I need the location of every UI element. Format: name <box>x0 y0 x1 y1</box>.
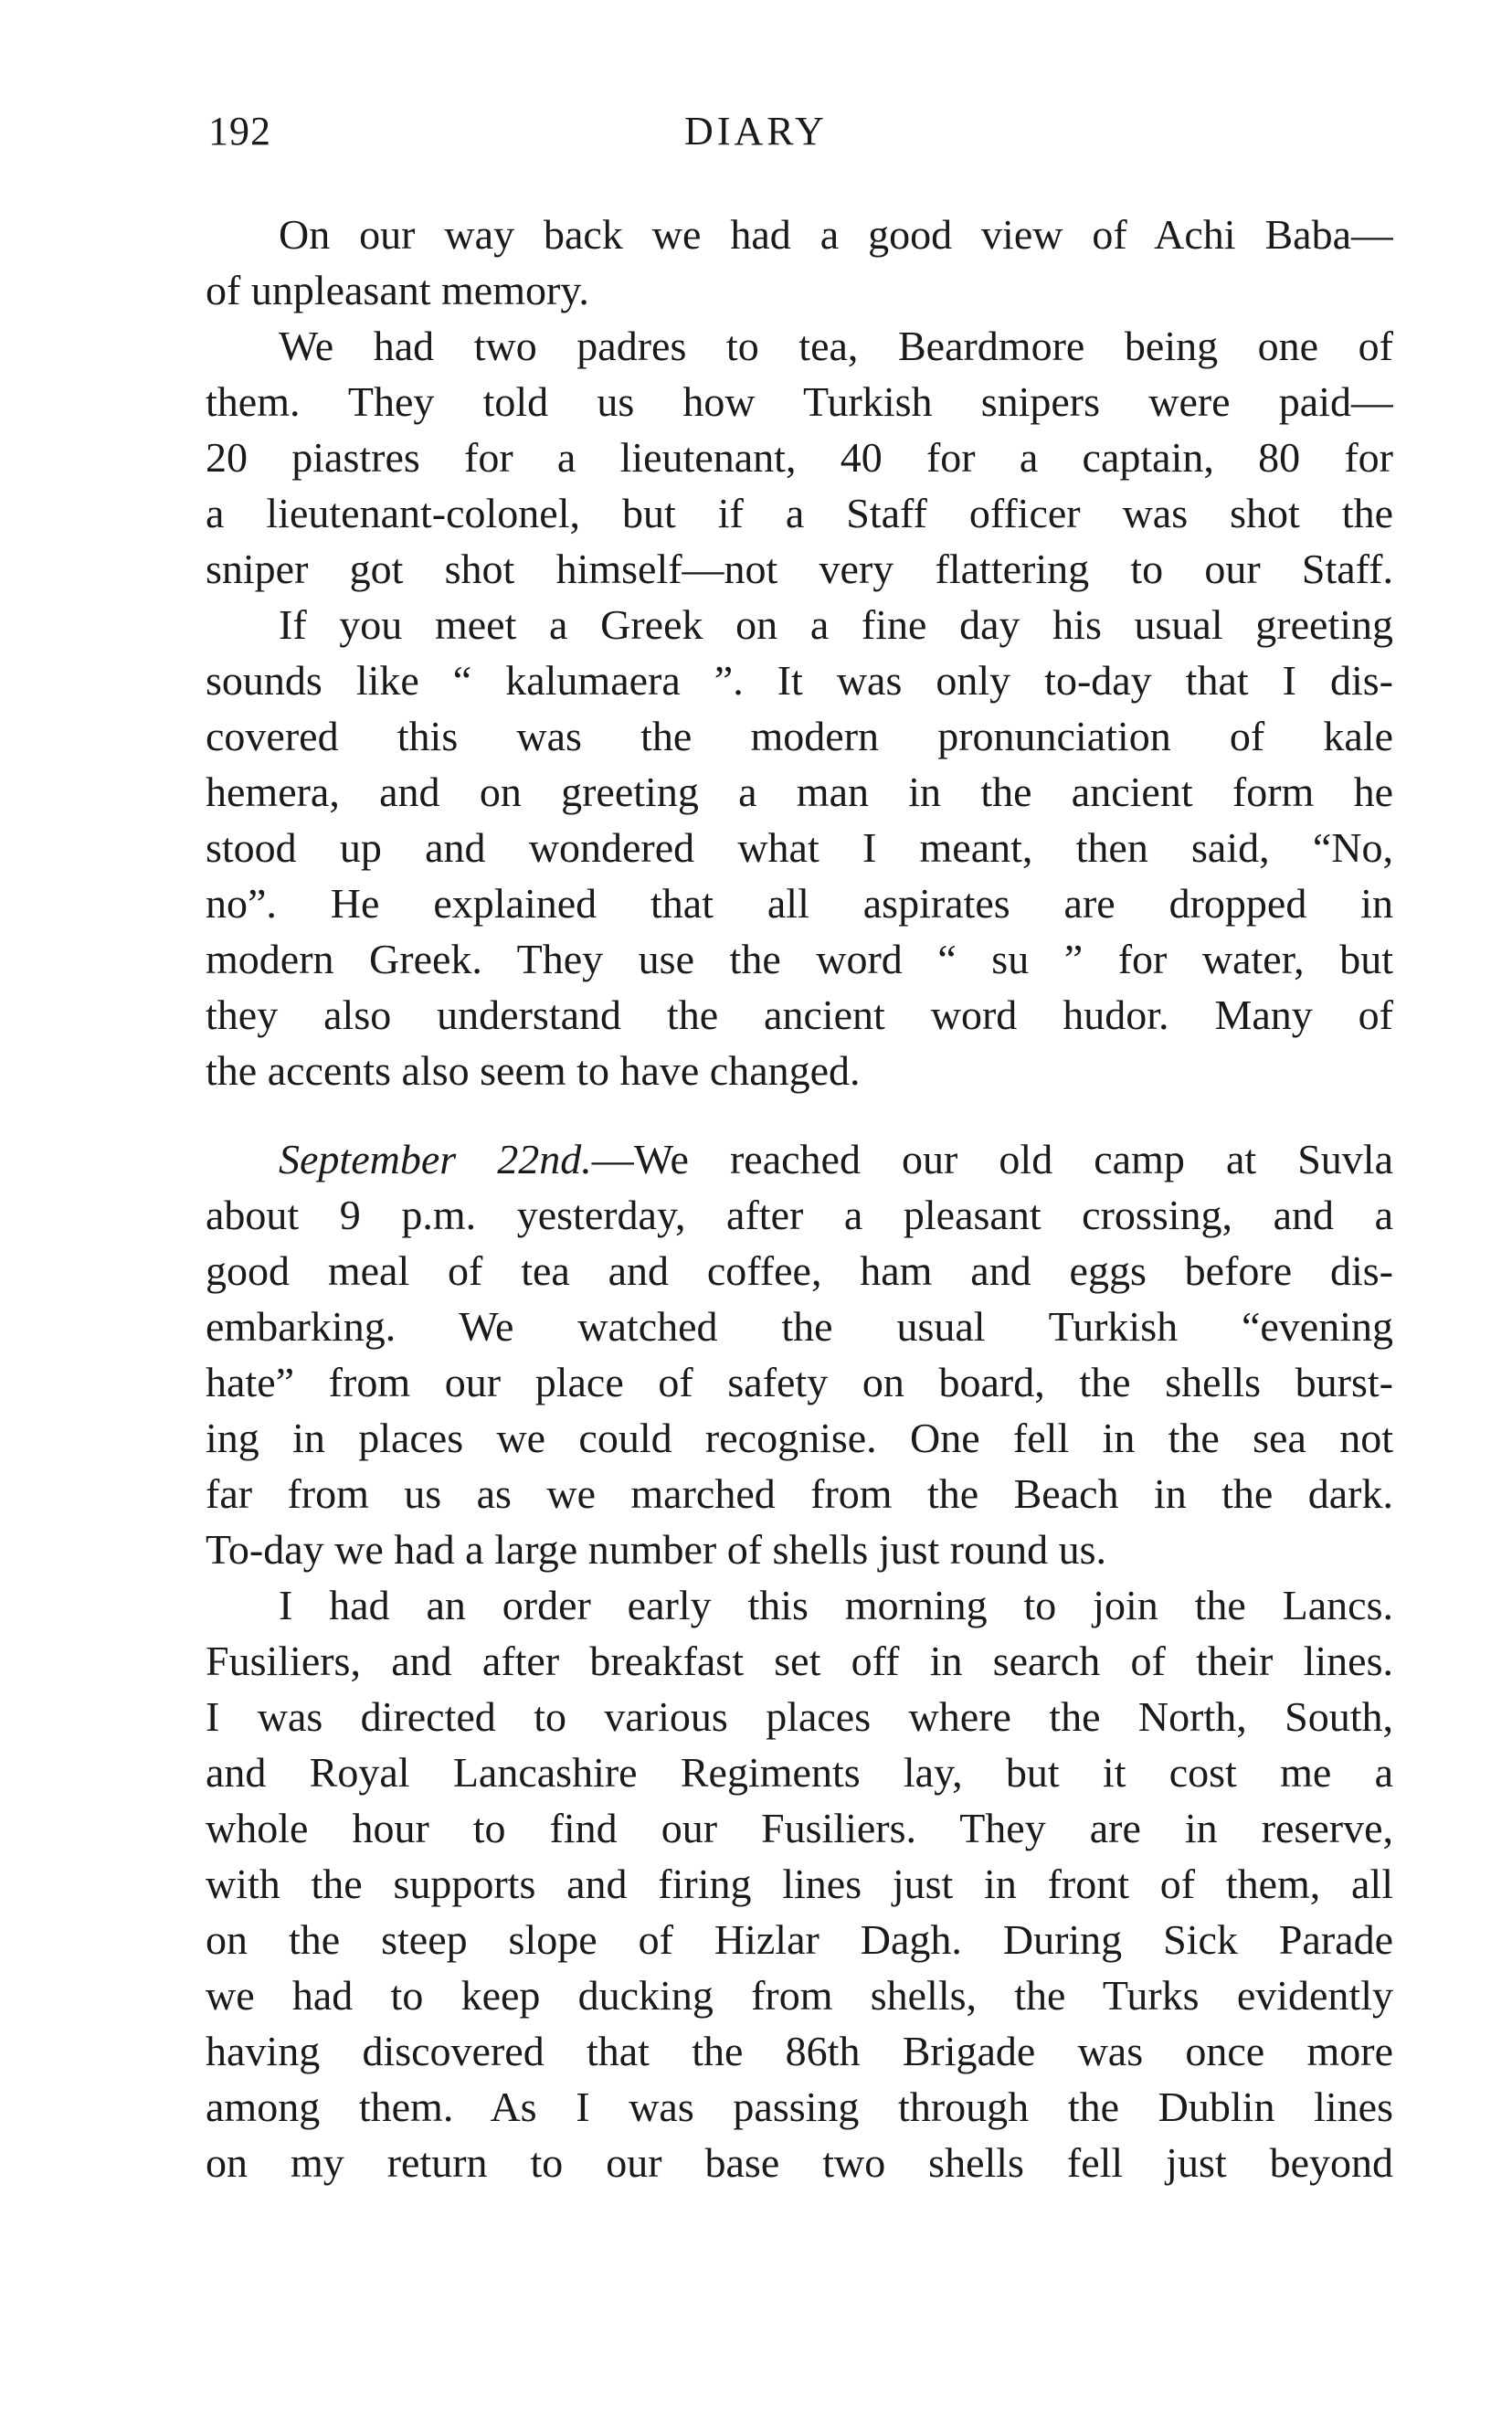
text-line: far from us as we marched from the Beach in the dark. <box>206 1470 1393 1517</box>
text-line: To-day we had a large number of shells just round us. <box>206 1526 1106 1573</box>
text-line: If you meet a Greek on a fine day his usual greeting <box>279 601 1393 648</box>
text-line: with the supports and firing lines just in front of them, all <box>206 1861 1393 1907</box>
text-line: on my return to our base two shells fell just beyond <box>206 2139 1393 2186</box>
text-line: sniper got shot himself—not very flattering to our Staff. <box>206 546 1393 592</box>
text-line: embarking. We watched the usual Turkish “evening <box>206 1303 1393 1350</box>
text-line: about 9 p.m. yesterday, after a pleasant crossing, and a <box>206 1192 1393 1238</box>
text-line: them. They told us how Turkish snipers were paid— <box>206 378 1393 425</box>
page-number: 192 <box>208 109 271 154</box>
running-title: DIARY <box>684 109 828 154</box>
text-line: modern Greek. They use the word “ su ” for water, but <box>206 936 1393 982</box>
text-line: stood up and wondered what I meant, then said, “No, <box>206 824 1393 871</box>
text-line: I was directed to various places where the North, South, <box>206 1693 1393 1740</box>
text-line: sounds like “ kalumaera ”. It was only to-day that I dis- <box>206 657 1393 704</box>
text-line: ing in places we could recognise. One fell in the sea not <box>206 1415 1393 1461</box>
text-line: We had two padres to tea, Beardmore being one of <box>279 323 1393 369</box>
diary-entry-september-22 <box>206 1131 1393 2190</box>
paragraph-block-achi-baba <box>206 207 1393 1098</box>
text-line: covered this was the modern pronunciation of kale <box>206 713 1393 759</box>
text-line: among them. As I was passing through the Dublin lines <box>206 2083 1393 2130</box>
text-line: whole hour to find our Fusiliers. They are in reserve, <box>206 1805 1393 1851</box>
text-line: hemera, and on greeting a man in the ancient form he <box>206 769 1393 815</box>
text-line: 20 piastres for a lieutenant, 40 for a captain, 80 for <box>206 434 1393 481</box>
text-line: having discovered that the 86th Brigade was once more <box>206 2028 1393 2074</box>
entry-first-line-text: —We reached our old camp at Suvla <box>591 1136 1393 1182</box>
entry-date: September 22nd. <box>279 1136 592 1182</box>
text-line: on the steep slope of Hizlar Dagh. During Sick Parade <box>206 1916 1393 1963</box>
text-line: I had an order early this morning to join the Lancs. <box>279 1582 1393 1628</box>
text-line: they also understand the ancient word hudor. Many of <box>206 991 1393 1038</box>
text-line: we had to keep ducking from shells, the Turks evidently <box>206 1972 1393 2019</box>
text-line: the accents also seem to have changed. <box>206 1047 861 1094</box>
text-line: and Royal Lancashire Regiments lay, but it cost me a <box>206 1749 1393 1796</box>
text-line: hate” from our place of safety on board, the shells burst- <box>206 1359 1393 1405</box>
text-line: a lieutenant-colonel, but if a Staff officer was shot the <box>206 490 1393 536</box>
text-line: Fusiliers, and after breakfast set off in search of their lines. <box>206 1638 1393 1684</box>
text-line: no”. He explained that all aspirates are dropped in <box>206 880 1393 927</box>
text-line: On our way back we had a good view of Achi Baba— <box>279 211 1393 258</box>
entry-first-line <box>206 1131 1393 1187</box>
text-line: good meal of tea and coffee, ham and eggs before dis- <box>206 1247 1393 1294</box>
text-line: of unpleasant memory. <box>206 267 589 313</box>
